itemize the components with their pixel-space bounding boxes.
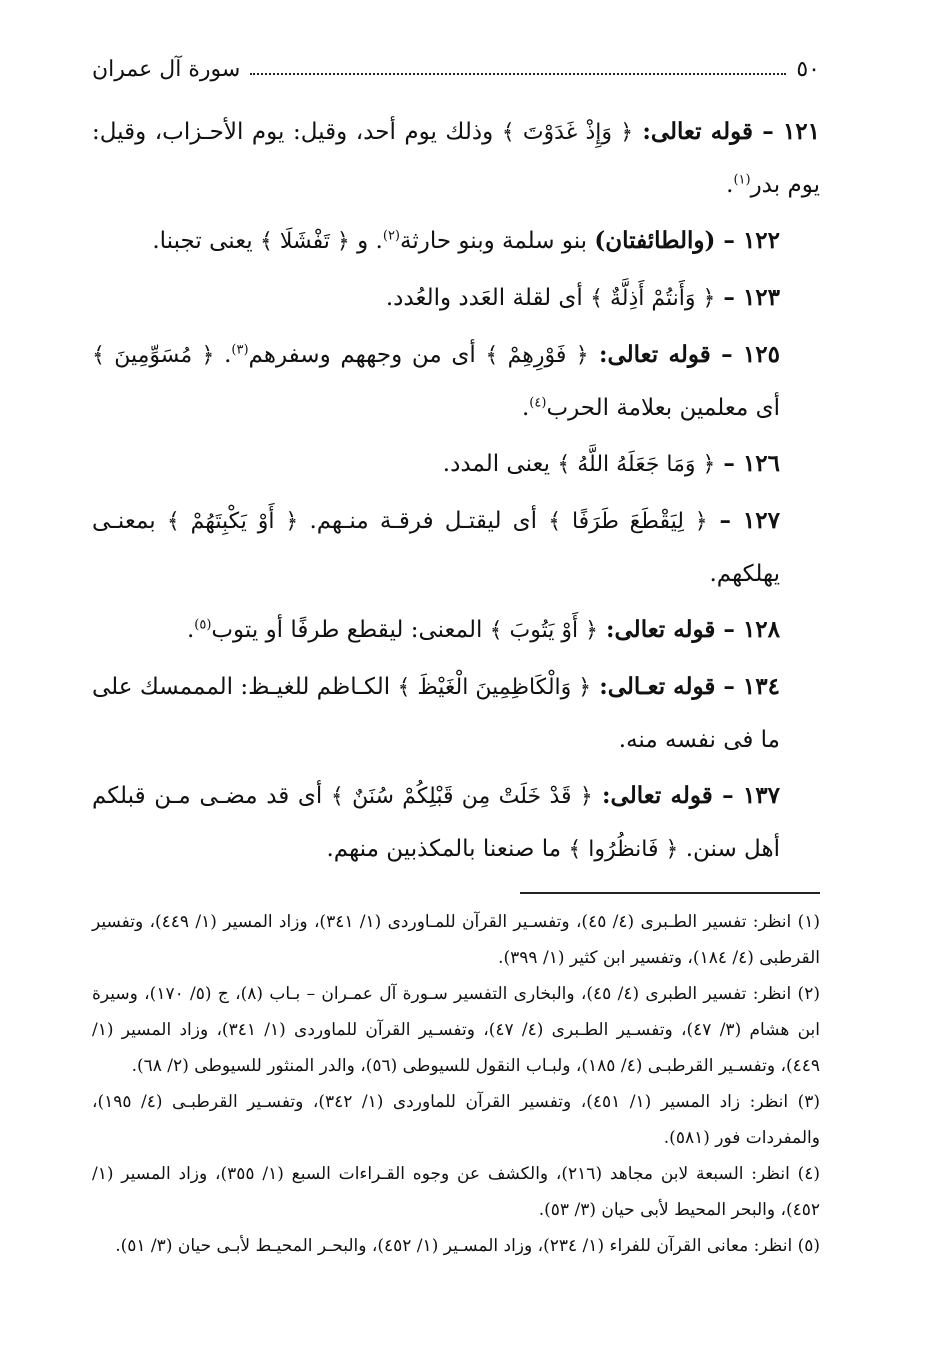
verse-number: ١٢٨ – xyxy=(715,616,780,643)
bold-lead: قوله تعالى: xyxy=(633,118,753,145)
quran-quote: ﴿ لِيَقْطَعَ طَرَفًا ﴾ xyxy=(548,509,708,534)
commentary-text: الكـاظم للغيـظ: المممسك على ما فى نفسه منه. xyxy=(92,674,780,753)
book-page xyxy=(92,52,820,1264)
verse-number: ١٢٧ – xyxy=(707,507,780,534)
quran-quote: ﴿ وَإِذْ غَدَوْتَ ﴾ xyxy=(501,120,634,145)
verse-commentary-entry xyxy=(92,215,820,268)
commentary-text: . xyxy=(186,617,195,643)
commentary-text: بنو سلمة وبنو حارثة xyxy=(400,228,595,254)
commentary-text: يعنى تجبنا. xyxy=(152,228,261,254)
commentary-text: أى ليقتـل فرقـة منـهم. xyxy=(298,508,549,534)
commentary-text: . و xyxy=(349,228,383,254)
quran-quote: ﴿ أَوْ يَكْبِتَهُمْ ﴾ xyxy=(166,509,299,534)
quran-quote: ﴿ قَدْ خَلَتْ مِن قَبْلِكُمْ سُنَنٌ ﴾ xyxy=(330,784,593,809)
quran-quote: ﴿ فَانظُرُوا ﴾ xyxy=(568,837,679,862)
commentary-text: أى لقلة العَدد والعُدد. xyxy=(385,285,591,311)
footnote-marker[interactable]: (٥) xyxy=(194,617,212,633)
footnote-item: (٢) انظر: تفسير الطبرى (٤/ ٤٥)، والبخارى التفسير سـورة آل عمـران – بـاب (٨)، ج (٥/ ١٧٠)، وسيرة ابن هشام (٣/ ٤٧)، وتفسـير الطـبرى (٤/ ٤٧)، وتفسـير القرآن للماوردى (١/ ٣٤١)، وزاد المسير (١/ ٤٤٩)، وتفسـير القرطبـى (٤/ ١٨٥)، ولبـاب النقول للسيوطى (٥٦)، والدر المنثور للسيوطى (٢/ ٦٨). xyxy=(92,984,820,1076)
footnote-item: (٥) انظر: معانى القرآن للفراء (١/ ٢٣٤)، وزاد المسـير (١/ ٤٥٢)، والبحـر المحيـط لأبـى حيان (٣/ ٥١). xyxy=(115,1236,820,1256)
commentary-text: . xyxy=(521,395,530,421)
footnote-item: (١) انظر: تفسير الطـبرى (٤/ ٤٥)، وتفسـير القرآن للمـاوردى (١/ ٣٤١)، وزاد المسير (١/ ٤٤٩)، وتفسير القرطبى (٤/ ١٨٤)، وتفسير ابن كثير (١/ ٣٩٩). xyxy=(92,912,820,968)
quran-quote: ﴿ تَفْشَلَا ﴾ xyxy=(260,229,350,254)
footnote-item: (٣) انظر: زاد المسير (١/ ٤٥١)، وتفسير القرآن للماوردى (١/ ٣٤٢)، وتفسـير القرطبـى (٤/ ١٩٥)، والمفردات فور (٥٨١). xyxy=(92,1092,820,1148)
quran-quote: ﴿ وَأَنتُمْ أَذِلَّةٌ ﴾ xyxy=(590,286,716,311)
verse-commentary-entry xyxy=(92,438,820,491)
verse-commentary-entry xyxy=(92,495,820,600)
commentary-text: أى قد مضـى مـن قبلكم أهل سنن. xyxy=(92,783,780,862)
verse-commentary-entry xyxy=(92,106,820,211)
header-dotted-leader xyxy=(250,73,786,75)
main-text xyxy=(92,106,820,876)
verse-number: ١٣٧ – xyxy=(712,782,780,809)
commentary-text: . xyxy=(214,342,232,368)
quran-quote: ﴿ وَمَا جَعَلَهُ اللَّهُ ﴾ xyxy=(557,452,716,477)
commentary-text: بمعنـى يهلكهم. xyxy=(92,508,780,587)
footnote-marker[interactable]: (٢) xyxy=(382,228,400,244)
verse-commentary-entry xyxy=(92,770,820,876)
footnote-separator xyxy=(520,892,820,894)
bold-lead: (والطائفتان) xyxy=(594,227,716,254)
footnotes xyxy=(92,904,820,1264)
verse-commentary-entry xyxy=(92,272,820,325)
verse-commentary-entry xyxy=(92,604,820,657)
footnote-marker[interactable]: (١) xyxy=(733,172,751,188)
quran-quote: ﴿ أَوْ يَتُوبَ ﴾ xyxy=(489,618,599,643)
footnote-marker[interactable]: (٣) xyxy=(231,342,249,358)
verse-number: ١٢١ – xyxy=(752,118,821,145)
bold-lead: قوله تعالى: xyxy=(588,341,711,368)
commentary-text: أى معلمين بعلامة الحرب xyxy=(546,395,780,421)
page-number: ٥٠ xyxy=(796,57,820,82)
verse-number: ١٢٣ – xyxy=(715,284,780,311)
verse-number: ١٢٦ – xyxy=(715,450,780,477)
surah-title: سورة آل عمران xyxy=(92,57,241,82)
verse-number: ١٢٢ – xyxy=(715,227,780,254)
bold-lead: قوله تعـالى: xyxy=(591,673,716,700)
verse-number: ١٢٥ – xyxy=(710,341,780,368)
commentary-text: ما صنعنا بالمكذبين منهم. xyxy=(326,836,569,862)
footnote-item: (٤) انظر: السبعة لابن مجاهد (٢١٦)، والكشف عن وجوه القـراءات السبع (١/ ٣٥٥)، وزاد المسير (١/ ٤٥٢)، والبحر المحيط لأبى حيان (٣/ ٥٣). xyxy=(92,1164,821,1220)
bold-lead: قوله تعالى: xyxy=(592,782,713,809)
verse-number: ١٣٤ – xyxy=(715,673,780,700)
commentary-text: أى من وجههم وسفرهم xyxy=(248,342,486,368)
running-header xyxy=(92,52,820,88)
commentary-text: المعنى: ليقطع طرفًا أو يتوب xyxy=(211,617,490,643)
verse-commentary-entry xyxy=(92,329,820,434)
commentary-text: وذلك يوم أحد، وقيل: يوم الأحـزاب، وقيل: يوم بدر xyxy=(92,119,820,198)
footnote-marker[interactable]: (٤) xyxy=(529,395,547,411)
quran-quote: ﴿ فَوْرِهِمْ ﴾ xyxy=(485,343,589,368)
commentary-text: . xyxy=(726,172,734,198)
quran-quote: ﴿ مُسَوِّمِينَ ﴾ xyxy=(92,343,215,368)
commentary-text: يعنى المدد. xyxy=(442,451,558,477)
quran-quote: ﴿ وَالْكَاظِمِينَ الْغَيْظَ ﴾ xyxy=(397,675,592,700)
bold-lead: قوله تعالى: xyxy=(598,616,716,643)
verse-commentary-entry xyxy=(92,661,820,766)
